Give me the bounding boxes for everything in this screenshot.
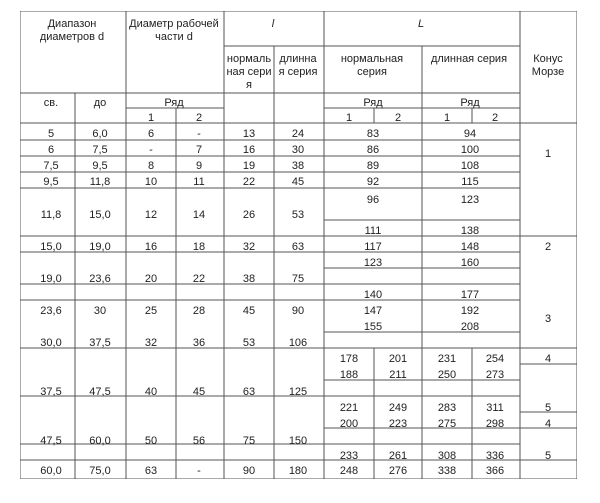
cell-l-normal: 38 bbox=[242, 273, 256, 285]
morse-value: 1 bbox=[544, 148, 552, 160]
cell-L-long-2: 311 bbox=[486, 402, 504, 414]
cell-l-normal: 22 bbox=[242, 176, 256, 188]
cell-d2: - bbox=[197, 128, 201, 140]
cell-from: 6 bbox=[47, 144, 55, 156]
cell-d1: 12 bbox=[144, 209, 158, 221]
cell-to: 15,0 bbox=[89, 209, 111, 221]
cell-l-long: 24 bbox=[291, 128, 305, 140]
cell-L-normal: 140 bbox=[363, 289, 383, 301]
cell-to: 60,0 bbox=[89, 435, 111, 447]
cell-to: 75,0 bbox=[89, 465, 111, 477]
cell-d2: 36 bbox=[192, 337, 206, 349]
cell-l-normal: 26 bbox=[242, 209, 256, 221]
cell-L-long: 123 bbox=[460, 194, 480, 206]
cell-L-normal: 96 bbox=[366, 194, 380, 206]
cell-L-normal: 147 bbox=[363, 305, 383, 317]
cell-L-long: 208 bbox=[460, 321, 480, 333]
cell-L-normal-2: 276 bbox=[388, 465, 408, 477]
cell-L-normal-1: 248 bbox=[339, 465, 359, 477]
cell-l-long: 53 bbox=[291, 209, 305, 221]
cell-to: 37,5 bbox=[89, 337, 111, 349]
cell-from: 30,0 bbox=[40, 337, 62, 349]
cell-L-long: 100 bbox=[460, 144, 480, 156]
cell-d2: 11 bbox=[193, 176, 205, 188]
cell-to: 11,8 bbox=[89, 176, 111, 188]
header-L-normal: нормальная серия bbox=[340, 53, 404, 78]
cell-d1: 32 bbox=[144, 337, 158, 349]
header-to: до bbox=[93, 97, 107, 109]
header-row-L-long: Ряд bbox=[460, 97, 480, 109]
cell-l-long: 150 bbox=[288, 435, 308, 447]
cell-d1: 16 bbox=[144, 241, 158, 253]
cell-l-normal: 16 bbox=[242, 144, 256, 156]
header-Ll-row-1: 1 bbox=[443, 112, 451, 124]
cell-L-normal: 111 bbox=[364, 225, 382, 237]
cell-L-long-2: 273 bbox=[485, 369, 505, 381]
cell-from: 23,6 bbox=[40, 305, 62, 317]
cell-L-normal-1: 233 bbox=[339, 450, 359, 462]
cell-L-long: 108 bbox=[460, 160, 480, 172]
cell-from: 11,8 bbox=[40, 209, 62, 221]
cell-L-normal-2: 211 bbox=[389, 369, 407, 381]
cell-L-normal-2: 249 bbox=[388, 402, 408, 414]
cell-d2: 22 bbox=[192, 273, 206, 285]
morse-value: 5 bbox=[544, 450, 552, 462]
cell-d2: 9 bbox=[195, 160, 203, 172]
header-morse: Конус Морзе bbox=[531, 53, 565, 78]
cell-L-long: 138 bbox=[460, 225, 480, 237]
cell-L-long-2: 254 bbox=[485, 353, 505, 365]
cell-from: 9,5 bbox=[43, 176, 59, 188]
cell-L-normal-2: 223 bbox=[388, 418, 408, 430]
header-d-row-2: 2 bbox=[195, 112, 203, 124]
header-d-row-1: 1 bbox=[147, 112, 155, 124]
cell-L-long-1: 250 bbox=[437, 369, 457, 381]
cell-L-long-1: 338 bbox=[437, 465, 457, 477]
morse-value: 4 bbox=[544, 353, 552, 365]
cell-l-long: 106 bbox=[288, 337, 308, 349]
drill-dimensions-table bbox=[20, 11, 577, 479]
header-l-small: l bbox=[271, 18, 275, 30]
cell-L-normal-2: 261 bbox=[388, 450, 408, 462]
cell-L-normal: 92 bbox=[366, 176, 380, 188]
cell-L-normal-1: 200 bbox=[339, 418, 359, 430]
cell-L-long: 192 bbox=[460, 305, 480, 317]
cell-d1: 40 bbox=[144, 386, 158, 398]
cell-L-normal-1: 188 bbox=[339, 369, 359, 381]
morse-value: 2 bbox=[544, 241, 552, 253]
cell-l-normal: 53 bbox=[242, 337, 256, 349]
cell-l-normal: 13 bbox=[242, 128, 256, 140]
cell-L-long: 148 bbox=[460, 241, 480, 253]
header-from: св. bbox=[43, 97, 59, 109]
cell-L-normal: 123 bbox=[363, 257, 383, 269]
cell-l-long: 45 bbox=[291, 176, 305, 188]
header-range: Диапазон диаметров d bbox=[39, 18, 105, 43]
cell-l-normal: 75 bbox=[242, 435, 256, 447]
cell-L-long-2: 336 bbox=[485, 450, 505, 462]
cell-to: 30 bbox=[93, 305, 107, 317]
cell-l-normal: 90 bbox=[242, 465, 256, 477]
cell-from: 15,0 bbox=[40, 241, 62, 253]
cell-d1: 20 bbox=[144, 273, 158, 285]
cell-L-normal-1: 221 bbox=[339, 402, 359, 414]
cell-to: 23,6 bbox=[89, 273, 111, 285]
cell-L-long: 94 bbox=[463, 128, 477, 140]
cell-d2: 14 bbox=[192, 209, 206, 221]
cell-L-normal-1: 178 bbox=[339, 353, 359, 365]
cell-d2: 18 bbox=[192, 241, 206, 253]
cell-l-long: 63 bbox=[291, 241, 305, 253]
header-l-big: L bbox=[417, 18, 425, 30]
cell-L-long: 115 bbox=[461, 176, 479, 188]
cell-d2: 7 bbox=[195, 144, 203, 156]
cell-l-normal: 19 bbox=[242, 160, 256, 172]
cell-d2: 28 bbox=[192, 305, 206, 317]
cell-L-normal: 89 bbox=[366, 160, 380, 172]
cell-to: 47,5 bbox=[89, 386, 111, 398]
cell-d2: 45 bbox=[192, 386, 206, 398]
cell-l-long: 38 bbox=[291, 160, 305, 172]
cell-l-long: 75 bbox=[291, 273, 305, 285]
header-L-long: длинная серия bbox=[430, 53, 508, 65]
header-row-L-normal: Ряд bbox=[363, 97, 383, 109]
cell-from: 47,5 bbox=[40, 435, 62, 447]
cell-L-normal: 83 bbox=[366, 128, 380, 140]
cell-l-normal: 63 bbox=[242, 386, 256, 398]
cell-L-long-1: 283 bbox=[437, 402, 457, 414]
cell-l-long: 30 bbox=[291, 144, 305, 156]
cell-d1: 8 bbox=[147, 160, 155, 172]
cell-l-normal: 32 bbox=[242, 241, 256, 253]
cell-L-long-2: 366 bbox=[485, 465, 505, 477]
header-l-normal: нормальная серия bbox=[226, 53, 272, 91]
cell-d2: - bbox=[197, 465, 201, 477]
cell-L-long-1: 275 bbox=[437, 418, 457, 430]
cell-d1: - bbox=[149, 144, 153, 156]
cell-L-long: 177 bbox=[460, 289, 480, 301]
cell-L-long: 160 bbox=[460, 257, 480, 269]
cell-to: 6,0 bbox=[92, 128, 108, 140]
cell-d1: 63 bbox=[144, 465, 158, 477]
cell-to: 7,5 bbox=[92, 144, 108, 156]
cell-d1: 6 bbox=[147, 128, 155, 140]
header-l-long: длинная серия bbox=[278, 53, 318, 78]
cell-from: 7,5 bbox=[43, 160, 59, 172]
morse-value: 3 bbox=[544, 313, 552, 325]
cell-from: 19,0 bbox=[40, 273, 62, 285]
cell-l-normal: 45 bbox=[242, 305, 256, 317]
cell-L-long-2: 298 bbox=[485, 418, 505, 430]
cell-L-normal: 117 bbox=[364, 241, 382, 253]
cell-from: 37,5 bbox=[40, 386, 62, 398]
cell-from: 5 bbox=[47, 128, 55, 140]
cell-d1: 25 bbox=[144, 305, 158, 317]
morse-value: 4 bbox=[544, 418, 552, 430]
cell-L-normal: 155 bbox=[363, 321, 383, 333]
cell-d1: 10 bbox=[144, 176, 158, 188]
cell-d1: 50 bbox=[144, 435, 158, 447]
cell-d2: 56 bbox=[192, 435, 206, 447]
morse-value: 5 bbox=[544, 402, 552, 414]
cell-to: 9,5 bbox=[92, 160, 108, 172]
cell-L-long-1: 308 bbox=[437, 450, 457, 462]
cell-L-long-1: 231 bbox=[437, 353, 457, 365]
cell-l-long: 180 bbox=[288, 465, 308, 477]
cell-L-normal: 86 bbox=[366, 144, 380, 156]
header-work-diameter: Диаметр рабочей части d bbox=[129, 18, 219, 43]
header-Ln-row-2: 2 bbox=[394, 112, 402, 124]
header-Ll-row-2: 2 bbox=[491, 112, 499, 124]
cell-from: 60,0 bbox=[40, 465, 62, 477]
cell-L-normal-2: 201 bbox=[388, 353, 408, 365]
cell-to: 19,0 bbox=[89, 241, 111, 253]
header-row-d: Ряд bbox=[164, 97, 184, 109]
cell-l-long: 90 bbox=[291, 305, 305, 317]
cell-l-long: 125 bbox=[288, 386, 308, 398]
header-Ln-row-1: 1 bbox=[345, 112, 353, 124]
